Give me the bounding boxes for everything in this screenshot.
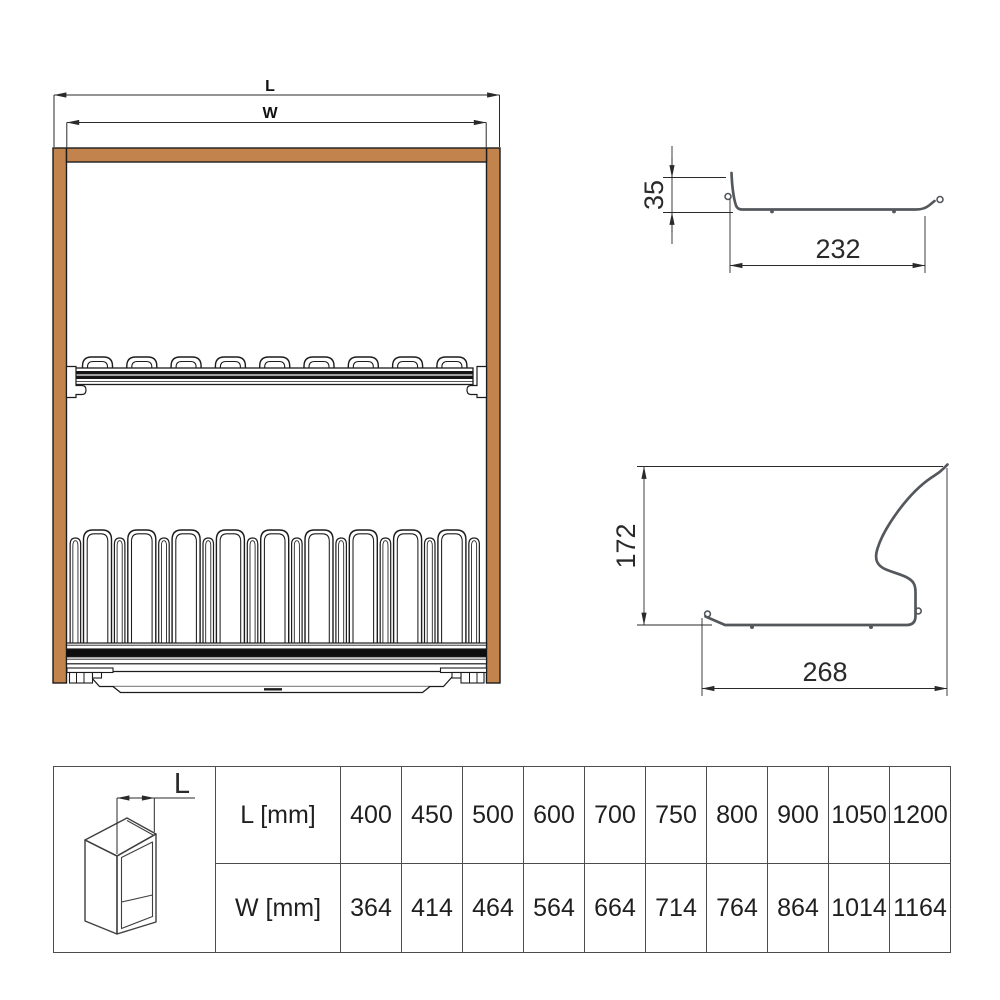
dim-profile-top-width-value: 232 <box>815 234 861 264</box>
length-value: 700 <box>585 767 646 864</box>
width-value: 764 <box>707 864 768 953</box>
dim-profile-bottom-height <box>637 467 943 626</box>
dim-profile-top-height <box>663 146 733 244</box>
dim-width <box>67 123 486 148</box>
width-value: 714 <box>646 864 707 953</box>
width-value: 864 <box>768 864 829 953</box>
profile-view-top <box>639 146 943 273</box>
width-value: 464 <box>463 864 524 953</box>
width-value: 364 <box>341 864 402 953</box>
dim-profile-bottom-height-value: 172 <box>611 523 641 569</box>
glass-rack-tier <box>70 530 479 644</box>
dim-length-label: L <box>265 78 275 95</box>
width-value: 664 <box>585 864 646 953</box>
length-value: 500 <box>463 767 524 864</box>
length-value: 900 <box>768 767 829 864</box>
profile-view-bottom <box>611 465 948 697</box>
length-value: 800 <box>707 767 768 864</box>
length-value: 600 <box>524 767 585 864</box>
length-value: 750 <box>646 767 707 864</box>
drip-tray <box>67 668 487 693</box>
illustration-dim-label: L <box>173 768 190 800</box>
dimension-table <box>53 766 951 953</box>
cabinet-illustration <box>55 767 215 945</box>
width-value: 1014 <box>829 864 890 953</box>
dim-profile-top-height-value: 35 <box>639 179 669 211</box>
length-value: 1050 <box>829 767 890 864</box>
cabinet-illustration-cell <box>54 767 216 953</box>
dim-width-label: W <box>262 105 278 122</box>
bottom-rail <box>67 643 487 664</box>
width-value: 1164 <box>890 864 951 953</box>
length-value: 400 <box>341 767 402 864</box>
width-value: 564 <box>524 864 585 953</box>
dim-profile-bottom-width-value: 268 <box>802 657 848 687</box>
length-value: 450 <box>402 767 463 864</box>
row-header-width: W [mm] <box>216 864 341 953</box>
plate-rack-tier <box>67 357 487 398</box>
front-view <box>53 78 500 693</box>
length-value: 1200 <box>890 767 951 864</box>
row-header-length: L [mm] <box>216 767 341 864</box>
width-value: 414 <box>402 864 463 953</box>
